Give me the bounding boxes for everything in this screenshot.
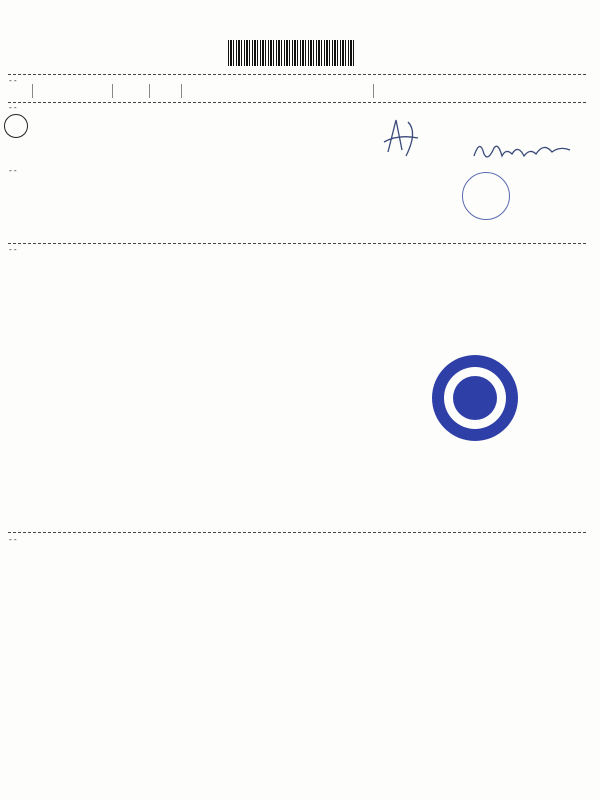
divider (8, 532, 586, 533)
divider (8, 243, 586, 244)
table-row (0, 174, 600, 184)
table-row (0, 211, 600, 221)
table-row (0, 260, 600, 270)
small-seal-stamp (462, 172, 510, 220)
signature-icon (378, 112, 428, 162)
divider (8, 74, 586, 75)
bank-seal-stamp (432, 355, 518, 441)
table-header (0, 89, 600, 99)
signature-icon (470, 134, 580, 166)
table-row (0, 221, 600, 231)
barcode (228, 40, 356, 66)
divider (8, 102, 586, 103)
table-row (0, 119, 600, 129)
